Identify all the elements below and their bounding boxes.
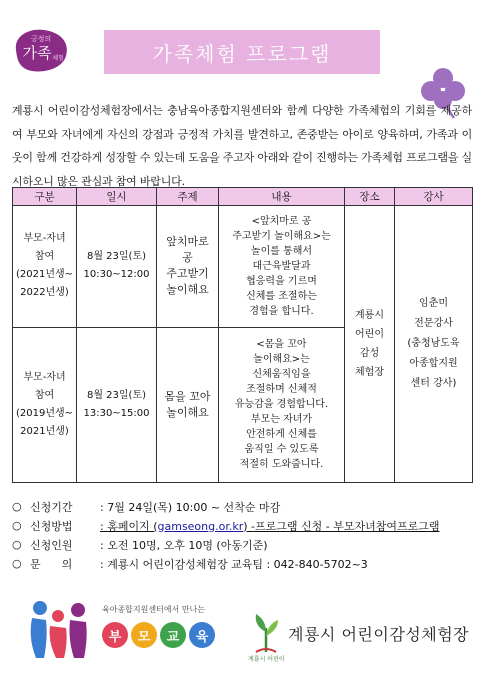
- header-date: 일시: [77, 188, 157, 206]
- pill-gyo: 교: [160, 622, 186, 648]
- pill-yuk: 육: [189, 622, 215, 648]
- people-label: 신청인원: [30, 538, 73, 552]
- parent-education-logo: [26, 598, 216, 662]
- page-title: 가족체험 프로그램: [104, 30, 380, 74]
- place-cell: 계룡시 어린이 감성 체험장: [345, 206, 395, 483]
- method-prefix: : 홈페이지 (: [100, 519, 158, 533]
- people-value: : 오전 10명, 오후 10명 (아동기준): [100, 538, 268, 552]
- bullet-icon: ○: [12, 500, 22, 513]
- period-label: 신청기간: [30, 500, 73, 514]
- program-table: [12, 187, 473, 483]
- header-category: 구분: [13, 188, 77, 206]
- family-figures-icon: [26, 598, 96, 662]
- row2-category: 부모-자녀 참여 (2019년생~ 2021년생): [13, 327, 77, 482]
- info-period: [12, 497, 477, 516]
- info-people: [12, 535, 477, 554]
- contact-value: : 계룡시 어린이감성체험장 교육팀 : 042-840-5702~3: [100, 557, 368, 571]
- center-name: 계룡시 어린이감성체험장: [288, 625, 470, 644]
- row1-date: 8월 23일(토) 10:30~12:00: [77, 206, 157, 328]
- header-place: 장소: [345, 188, 395, 206]
- sprout-icon: [248, 612, 284, 656]
- center-logo: [248, 612, 470, 662]
- table-row: [13, 206, 473, 328]
- row1-theme: 앞치마로 공 주고받기 놀이해요: [157, 206, 219, 328]
- info-method: [12, 516, 477, 535]
- info-contact: [12, 554, 477, 573]
- intro-paragraph: 계룡시 어린이감성체험장에서는 충남육아종합지원센터와 함께 다양한 가족체험의 기회를 제공하여 부모와 자녀에게 자신의 강점과 긍정적 가치를 발견하고, 존중받는 아이로 양육하며, 가족과 이웃이 함께 건강하게 성장할 수 있는데 도움을 주고자 아래와 같이 진행하는 가족체험 프로그램을 실시하오니 많은 관심과 참여 바랍니다.: [12, 104, 472, 188]
- header-instructor: 강사: [395, 188, 473, 206]
- instructor-cell: 임춘미 전문강사 (충청남도육 아종합지원 센터 강사): [395, 206, 473, 483]
- center-sub: 계룡시 어린이: [248, 656, 285, 663]
- application-info: [12, 497, 477, 573]
- parent-education-pills: [102, 622, 215, 648]
- row1-category: 부모-자녀 참여 (2021년생~ 2022년생): [13, 206, 77, 328]
- header-theme: 주제: [157, 188, 219, 206]
- badge-line1: 긍정의: [30, 35, 52, 43]
- badge-line2: 가족: [22, 44, 52, 62]
- bullet-icon: ○: [12, 557, 22, 570]
- method-value: [100, 518, 439, 534]
- row1-content: <앞치마로 공 주고받기 놀이해요>는 놀이를 통해서 대근육발달과 협응력을 기르며 신체를 조절하는 경험을 합니다.: [219, 206, 345, 328]
- table-header-row: [13, 188, 473, 206]
- badge-line3: 체험: [52, 55, 64, 62]
- contact-label: 문 의: [30, 557, 73, 571]
- pill-mo: 모: [131, 622, 157, 648]
- pill-bu: 부: [102, 622, 128, 648]
- bullet-icon: ○: [12, 538, 22, 551]
- row2-content: <몸을 꼬아 놀이해요>는 신체움직임을 조절하며 신체적 유능감을 경험합니다. 부모는 자녀가 안전하게 신체를 움직일 수 있도록 적절히 도와줍니다.: [219, 327, 345, 482]
- row2-theme: 몸을 꼬아 놀이해요: [157, 327, 219, 482]
- program-badge-logo: [10, 24, 72, 76]
- parent-tagline: 육아종합지원센터에서 만나는: [102, 605, 206, 614]
- period-value: : 7월 24일(목) 10:00 ~ 선착순 마감: [100, 500, 281, 514]
- row2-date: 8월 23일(토) 13:30~15:00: [77, 327, 157, 482]
- bullet-icon: ○: [12, 519, 22, 532]
- method-suffix: ) -프로그램 신청 - 부모자녀참여프로그램: [243, 519, 440, 533]
- header-content: 내용: [219, 188, 345, 206]
- homepage-link[interactable]: gamseong.or.kr: [157, 519, 244, 533]
- method-label: 신청방법: [30, 519, 73, 533]
